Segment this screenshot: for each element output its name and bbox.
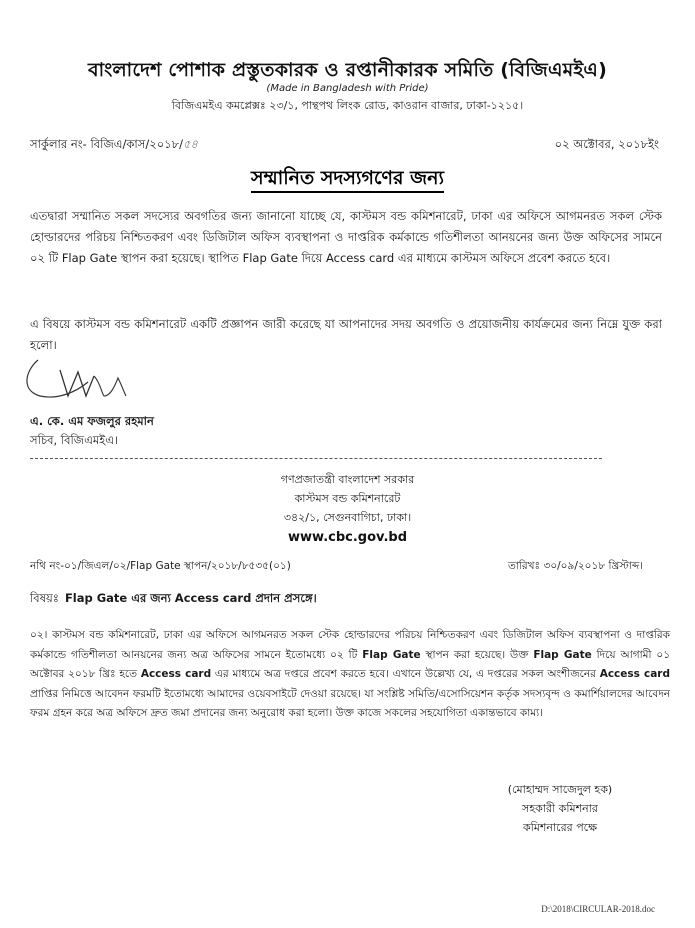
notice-text-4: এর মাধ্যমে অত্র দপ্তরে প্রবেশ করতে হবে। এখানে উল্লেখ্য যে, এ দপ্তরের সকল অংশীজনের bbox=[211, 668, 600, 680]
notice-bold-2: Flap Gate bbox=[533, 648, 592, 661]
circular-number bbox=[30, 136, 198, 155]
government-line-2: কাস্টমস বন্ড কমিশনারেট bbox=[294, 492, 401, 505]
circular-number-handwritten: ৫৪ bbox=[182, 137, 198, 151]
notice-text-5: প্রাপ্তির নিমিত্তে আবেদন ফরমটি ইতোমধ্যে আমাদের ওয়েবসাইটে দেওয়া রয়েছে। যা সংশ্লিষ্ট সমিতি/এসোসিয়েশন কর্তৃক সদস্যবৃন্দ ও কমার্শিয়ালদের আবেদন ফরম গ্রহন করে অত্র অফিসে দ্রুত জমা প্রদানের জন্য অনুরোধ করা হলো। উক্ত কাজে সকলের সহযোগিতা একান্তভাবে কাম্য। bbox=[30, 687, 670, 719]
headline-text: সম্মানিত সদস্যগণের জন্য bbox=[251, 167, 444, 193]
organization-name: বাংলাদেশ পোশাক প্রস্তুতকারক ও রপ্তানীকারক সমিতি (বিজিএমইএ) bbox=[88, 59, 607, 81]
notice-bold-3: Access card bbox=[140, 668, 212, 680]
headline bbox=[0, 164, 695, 196]
government-block bbox=[0, 470, 695, 527]
paragraph-1: এতদ্বারা সম্মানিত সকল সদস্যের অবগতির জন্য জানানো যাচ্ছে যে, কাস্টমস বন্ড কমিশনারেট, ঢাকা এর অফিসে আগমনরত সকল স্টেক হোল্ডারদের পরিচয় নিশ্চিতকরণ এবং ডিজিটাল অফিস ব্যবস্থাপনা ও দাপ্তরিক কর্মকান্ডে গতিশীলতা আনয়নের জন্য উক্ত অফিসের সামনে ০২ টি Flap Gate স্থাপন করা হয়েছে। স্থাপিত Flap Gate দিয়ে Access card এর মাধ্যমে কাস্টমস অফিসে প্রবেশ করতে হবে। bbox=[30, 209, 662, 265]
address: বিজিএমইএ কমপ্লেক্সঃ ২৩/১, পান্থপথ লিংক রোড, কাওরান বাজার, ঢাকা-১২১৫। bbox=[171, 99, 524, 112]
website-link[interactable]: www.cbc.gov.bd bbox=[288, 530, 407, 545]
file-path: D:\2018\CIRCULAR-2018.doc bbox=[541, 904, 655, 914]
subject-label: বিষয়ঃ bbox=[30, 591, 59, 605]
subject-line bbox=[30, 590, 317, 609]
notice-text-2: স্থাপন করা হয়েছে। উক্ত bbox=[420, 648, 534, 661]
signer-title: সচিব, বিজিএমইএ। bbox=[30, 433, 119, 447]
signer-name: এ. কে. এম ফজলুর রহমান bbox=[30, 414, 154, 428]
closing-title: সহকারী কমিশনার bbox=[522, 802, 598, 815]
circular-date: ০২ অক্টোবর, ২০১৮ইং bbox=[554, 137, 659, 151]
closing-signature-block bbox=[485, 780, 635, 837]
tagline: (Made in Bangladesh with Pride) bbox=[266, 83, 429, 94]
government-line-3: ৩৪২/১, সেগুনবাগিচা, ঢাকা। bbox=[283, 511, 412, 524]
memo-number: নথি নং-০১/জিএল/০২/Flap Gate স্থাপন/২০১৮/৮৫৩৫(০১) bbox=[30, 560, 291, 572]
paragraph-2: এ বিষয়ে কাস্টমস বন্ড কমিশনারেট একটি প্রজ্ঞাপন জারী করেছে যা আপনাদের সদয় অবগতি ও প্রয়োজনীয় কার্যক্রমের জন্য নিম্নে যুক্ত করা হলো। bbox=[30, 317, 662, 352]
notice-bold-4: Access card bbox=[599, 668, 671, 680]
notice-bold-1: Flap Gate bbox=[362, 648, 421, 661]
government-line-1: গণপ্রজাতন্ত্রী বাংলাদেশ সরকার bbox=[280, 473, 415, 486]
circular-number-prefix: সার্কুলার নং- বিজিএ/কাস/২০১৮/ bbox=[30, 137, 183, 151]
closing-name: (মোহাম্মদ সাজেদুল হক) bbox=[507, 783, 613, 796]
memo-date: তারিখঃ ৩০/০৯/২০১৮ খ্রিস্টাব্দ। bbox=[507, 560, 643, 572]
notice-body bbox=[30, 626, 670, 724]
closing-on-behalf: কমিশনারের পক্ষে bbox=[522, 821, 598, 834]
section-divider bbox=[30, 458, 602, 459]
notice-text-3: দিয়ে আগামী ০১ অক্টোবর ২০১৮ খ্রিঃ হতে bbox=[30, 648, 671, 680]
handwritten-signature bbox=[18, 352, 138, 407]
subject-text: Flap Gate এর জন্য Access card প্রদান প্রসঙ্গে। bbox=[64, 591, 317, 605]
notice-text-1: ০২। কাস্টমস বন্ড কমিশনারেট, ঢাকা এর অফিসে আগমনরত সকল স্টেক হোল্ডারদের পরিচয় নিশ্চিতকরণ এবং ডিজিটাল অফিস ব্যবস্থাপনা ও দাপ্তরিক কর্মকান্ডে গতিশীলতা আনয়নের জন্য অত্র অফিসের সামনে ইতোমধ্যে ০২ টি bbox=[30, 629, 670, 661]
